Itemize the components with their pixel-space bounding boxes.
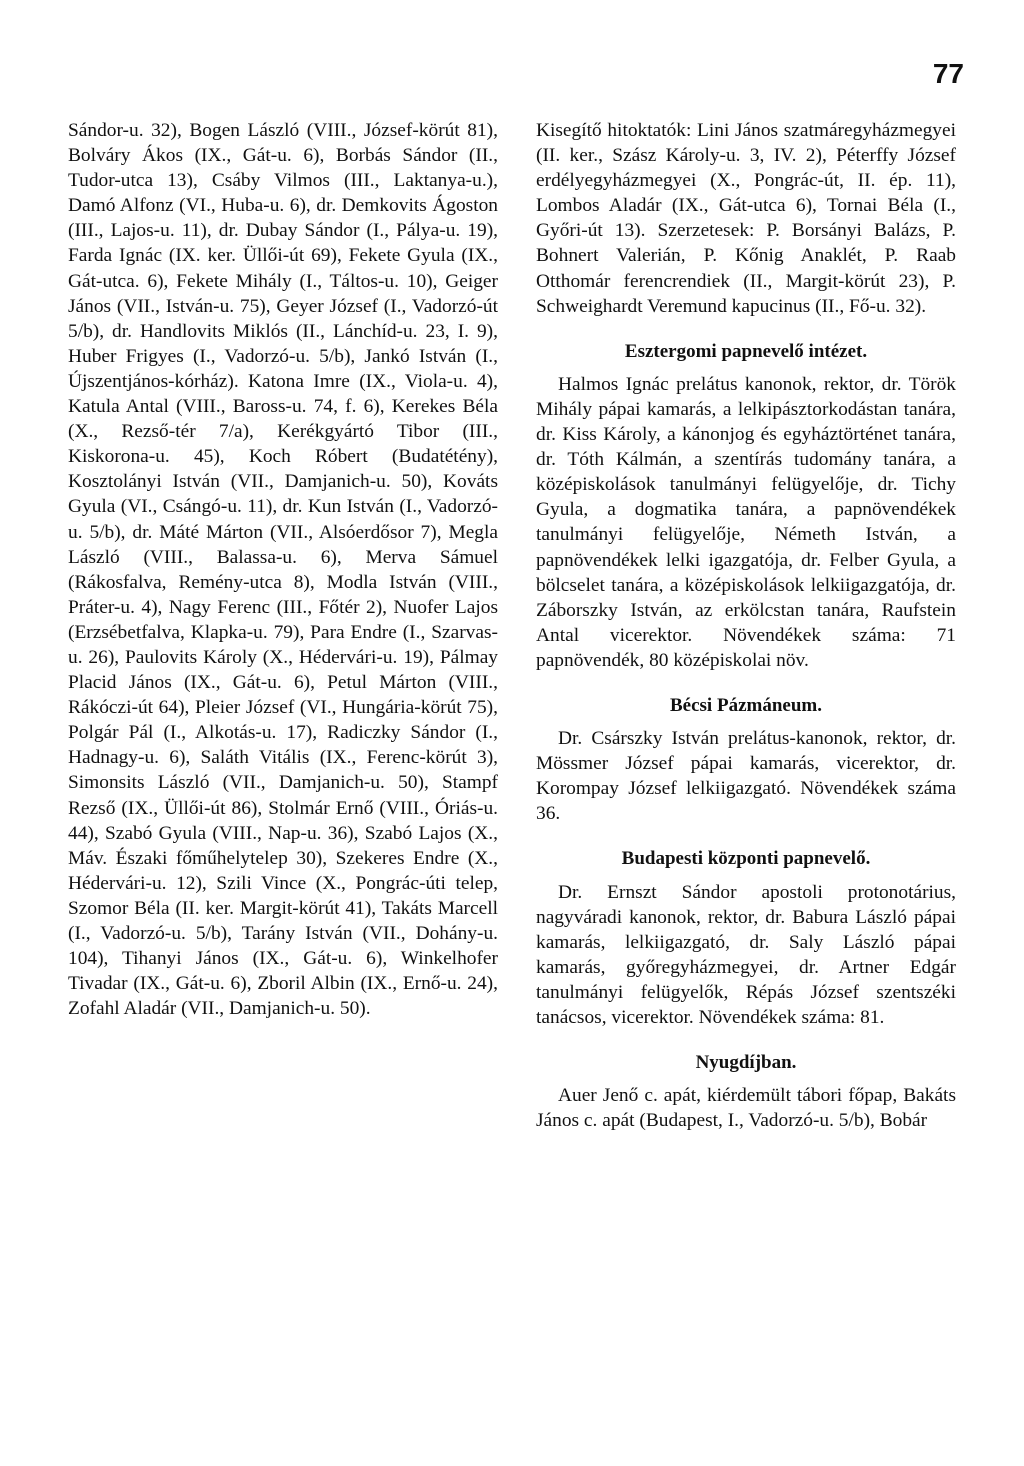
- section-body-budapest: Dr. Ernszt Sándor apostoli protonotárius, nagyváradi kanonok, rektor, dr. Babura László pápai kamarás, lelkiigazgató, dr. Saly László pápai kamarás, győregyházmegyei, dr. Artner Edgár tanulmányi felügyelők, Répás József szentszéki tanácsos, vicerektor. Növendékek száma: 81.: [536, 881, 956, 1028]
- left-column-text: Sándor-u. 32), Bogen László (VIII., József-körút 81), Bolváry Ákos (IX., Gát-u. 6), Borbás Sándor (II., Tudor-utca 13), Csáby Vilmos (III., Laktanya-u.), Damó Alfonz (VI., Huba-u. 6), dr. Demkovits Ágoston (III., Lajos-u. 11), dr. Dubay Sándor (I., Pálya-u. 19), Farda Ignác (IX. ker. Üllői-út 69), Fekete Gyula (IX., Gát-utca. 6), Fekete Mihály (I., Táltos-u. 10), Geiger János (VII., István-u. 75), Geyer József (I., Vadorzó-út 5/b), dr. Handlovits Miklós (II., Lánchíd-u. 23, I. 9), Huber Frigyes (I., Vadorzó-u. 5/b), Jankó István (I., Újszentjános-kórház). Katona Imre (IX., Viola-u. 4), Katula Antal (VIII., Baross-u. 74, f. 6), Kerekes Béla (X., Rezső-tér 7/a), Kerékgyártó Tibor (III., Kiskorona-u. 45), Koch Róbert (Budatétény), Kosztolányi István (VII., Damjanich-u. 50), Kováts Gyula (VI., Csángó-u. 11), dr. Kun István (I., Vadorzó-u. 5/b), dr. Máté Márton (VII., Alsóerdősor 7), Megla László (VIII., Balassa-u. 6), Merva Sámuel (Rákosfalva, Remény-utca 8), Modla István (VIII., Práter-u. 4), Nagy Ferenc (III., Főtér 2), Nuofer Lajos (Erzsébetfalva, Klapka-u. 79), Para Endre (I., Szarvas-u. 26), Paulovits Károly (X., Hédervári-u. 19), Pálmay Placid János (IX., Gát-u. 6), Petul Márton (VIII., Rákóczi-út 64), Pleier József (VI., Hungária-körút 75), Polgár Pál (I., Alkotás-u. 17), Radiczky Sándor (I., Hadnagy-u. 6), Saláth Vitális (IX., Ferenc-körút 3), Simonsits László (VII., Damjanich-u. 50), Stampf Rezső (IX., Üllői-út 86), Stolmár Ernő (VIII., Óriás-u. 44), Szabó Gyula (VIII., Nap-u. 36), Szabó Lajos (X., Máv. Északi főműhelytelep 30), Szekeres Endre (X., Hédervári-u. 12), Szili Vince (X., Pongrác-úti telep, Szomor Béla (II. ker. Margit-körút 41), Takáts Marcell (I., Vadorzó-u. 5/b), Tarány István (VII., Dohány-u. 104), Tihanyi János (IX., Gát-u. 6), Winkelhofer Tivadar (IX., Gát-u. 6), Zboril Albin (IX., Ernő-u. 24), Zofahl Aladár (VII., Damjanich-u. 50).: [68, 120, 498, 1020]
- section-heading-pazmaneum: Bécsi Pázmáneum.: [670, 694, 822, 716]
- left-column: [68, 118, 498, 1021]
- right-column: [536, 118, 956, 1133]
- section-heading-esztergom: Esztergomi papnevelő intézet.: [624, 340, 868, 362]
- right-column-intro: Kisegítő hitoktatók: Lini János szatmáregyházmegyei (II. ker., Szász Károly-u. 3, IV. 2), Péterffy József erdélyegyházmegyei (X., Pongrác-út, II. ép. 11), Lombos Aladár (IX., Gát-utca 6), Tornai Béla (I., Győri-út 13). Szerzetesek: P. Borsányi Balázs, P. Bohnert Valerián, P. Kőnig Anaklét, P. Raab Otthomár ferencrendiek (II., Margit-körút 23), P. Schweighardt Veremund kapucinus (II., Fő-u. 32).: [536, 120, 956, 317]
- section-heading-budapest: Budapesti központi papnevelő.: [621, 848, 871, 870]
- section-body-esztergom: Halmos Ignác prelátus kanonok, rektor, dr. Török Mihály pápai kamarás, a lelkipásztorkodástan tanára, dr. Kiss Károly, a kánonjog és egyháztörténet tanára, dr. Tóth Kálmán, a szentírás tudomány tanára, a középiskolások tanulmányi felügyelője, dr. Tichy Gyula, a dogmatika tanára, a papnövendékek tanulmányi felügyelője, Németh István, a papnövendékek lelki igazgatója, dr. Felber Gyula, a bölcselet tanára, a középiskolások lelkiigazgatója, dr. Záborszky István, az erkölcstan tanára, Raufstein Antal vicerektor. Növendékek száma: 71 papnövendék, 80 középiskolai növ.: [536, 373, 956, 671]
- section-body-nyugdijban: Auer Jenő c. apát, kiérdemült tábori főpap, Bakáts János c. apát (Budapest, I., Vadorzó-u. 5/b), Bobár: [536, 1085, 956, 1132]
- section-heading-nyugdijban: Nyugdíjban.: [695, 1052, 797, 1074]
- page-number: 77: [932, 58, 964, 89]
- section-body-pazmaneum: Dr. Csárszky István prelátus-kanonok, rektor, dr. Mössmer József pápai kamarás, vicerektor, dr. Korompay József lelkiigazgató. Növendékek száma 36.: [536, 728, 956, 825]
